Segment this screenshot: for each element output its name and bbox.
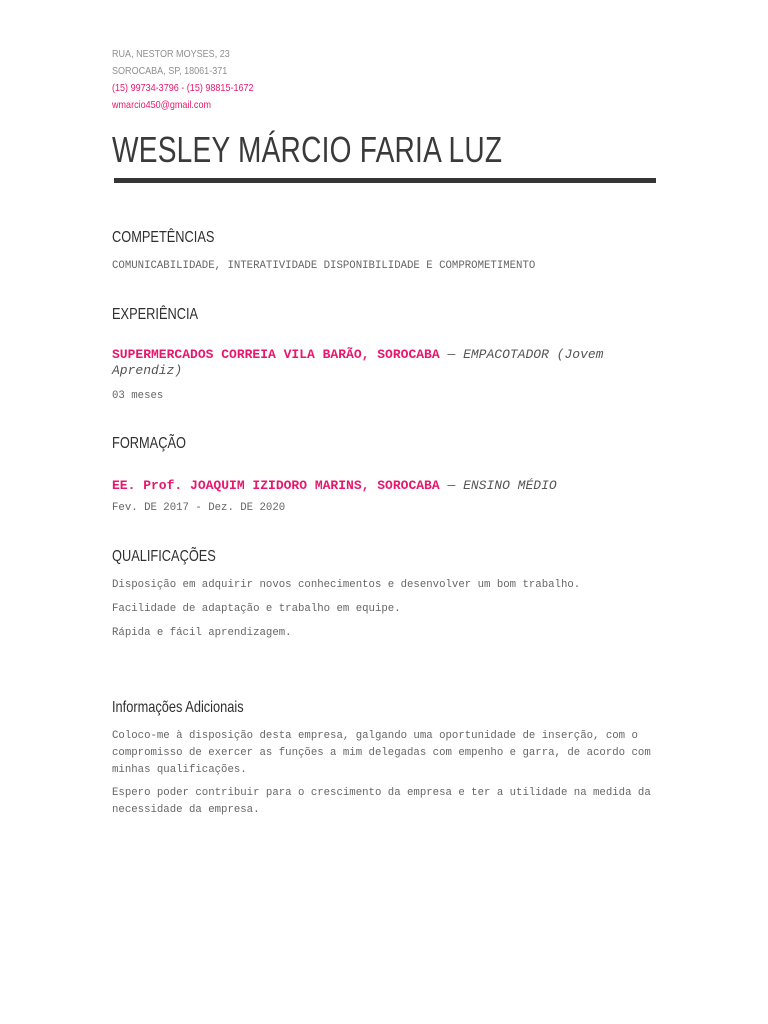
formacao-title: FORMAÇÃO [112, 435, 186, 452]
qualificacoes-title: QUALIFICAÇÕES [112, 548, 216, 565]
experiencia-duration: 03 meses [112, 390, 164, 402]
candidate-name: WESLEY MÁRCIO FARIA LUZ [112, 129, 503, 170]
competencias-text: COMUNICABILIDADE, INTERATIVIDADE DISPONIBILIDADE E COMPROMETIMENTO [112, 260, 536, 272]
contact-block [112, 46, 277, 114]
adicionais-paragraph: Espero poder contribuir para o crescimento da empresa e ter a utilidade na medida da necessidade da empresa. [112, 787, 651, 816]
email-address: wmarcio450@gmail.com [112, 99, 212, 111]
experiencia-role: EMPACOTADOR (Jovem Aprendiz) [112, 347, 604, 378]
address-line-2: SOROCABA, SP, 18061-371 [112, 65, 228, 77]
qualificacao-item: Rápida e fácil aprendizagem. [112, 627, 292, 639]
experiencia-title: EXPERIÊNCIA [112, 306, 199, 323]
formacao-role: ENSINO MÉDIO [463, 478, 557, 493]
experiencia-org: SUPERMERCADOS CORREIA VILA BARÃO, SOROCABA [112, 347, 440, 362]
formacao-period: Fev. DE 2017 - Dez. DE 2020 [112, 502, 286, 514]
adicionais-paragraph: Coloco-me à disposição desta empresa, galgando uma oportunidade de inserção, com o compromisso de exercer as funções a mim delegadas com empenho e garra, de acordo com minhas qualificações. [112, 730, 651, 776]
formacao-dash: — [439, 478, 464, 493]
address-line-1: RUA, NESTOR MOYSES, 23 [112, 48, 230, 60]
experiencia-entry [112, 347, 660, 379]
experiencia-dash: — [439, 347, 464, 362]
qualificacao-item: Disposição em adquirir novos conhecimentos e desenvolver um bom trabalho. [112, 579, 581, 591]
qualificacao-item: Facilidade de adaptação e trabalho em equipe. [112, 603, 401, 615]
adicionais-title: Informações Adicionais [112, 699, 244, 716]
formacao-org: EE. Prof. JOAQUIM IZIDORO MARINS, SOROCABA [112, 478, 440, 493]
formacao-entry [112, 478, 660, 494]
phone-numbers: (15) 99734-3796 - (15) 98815-1672 [112, 82, 254, 94]
name-divider [114, 178, 656, 183]
competencias-title: COMPETÊNCIAS [112, 229, 215, 246]
